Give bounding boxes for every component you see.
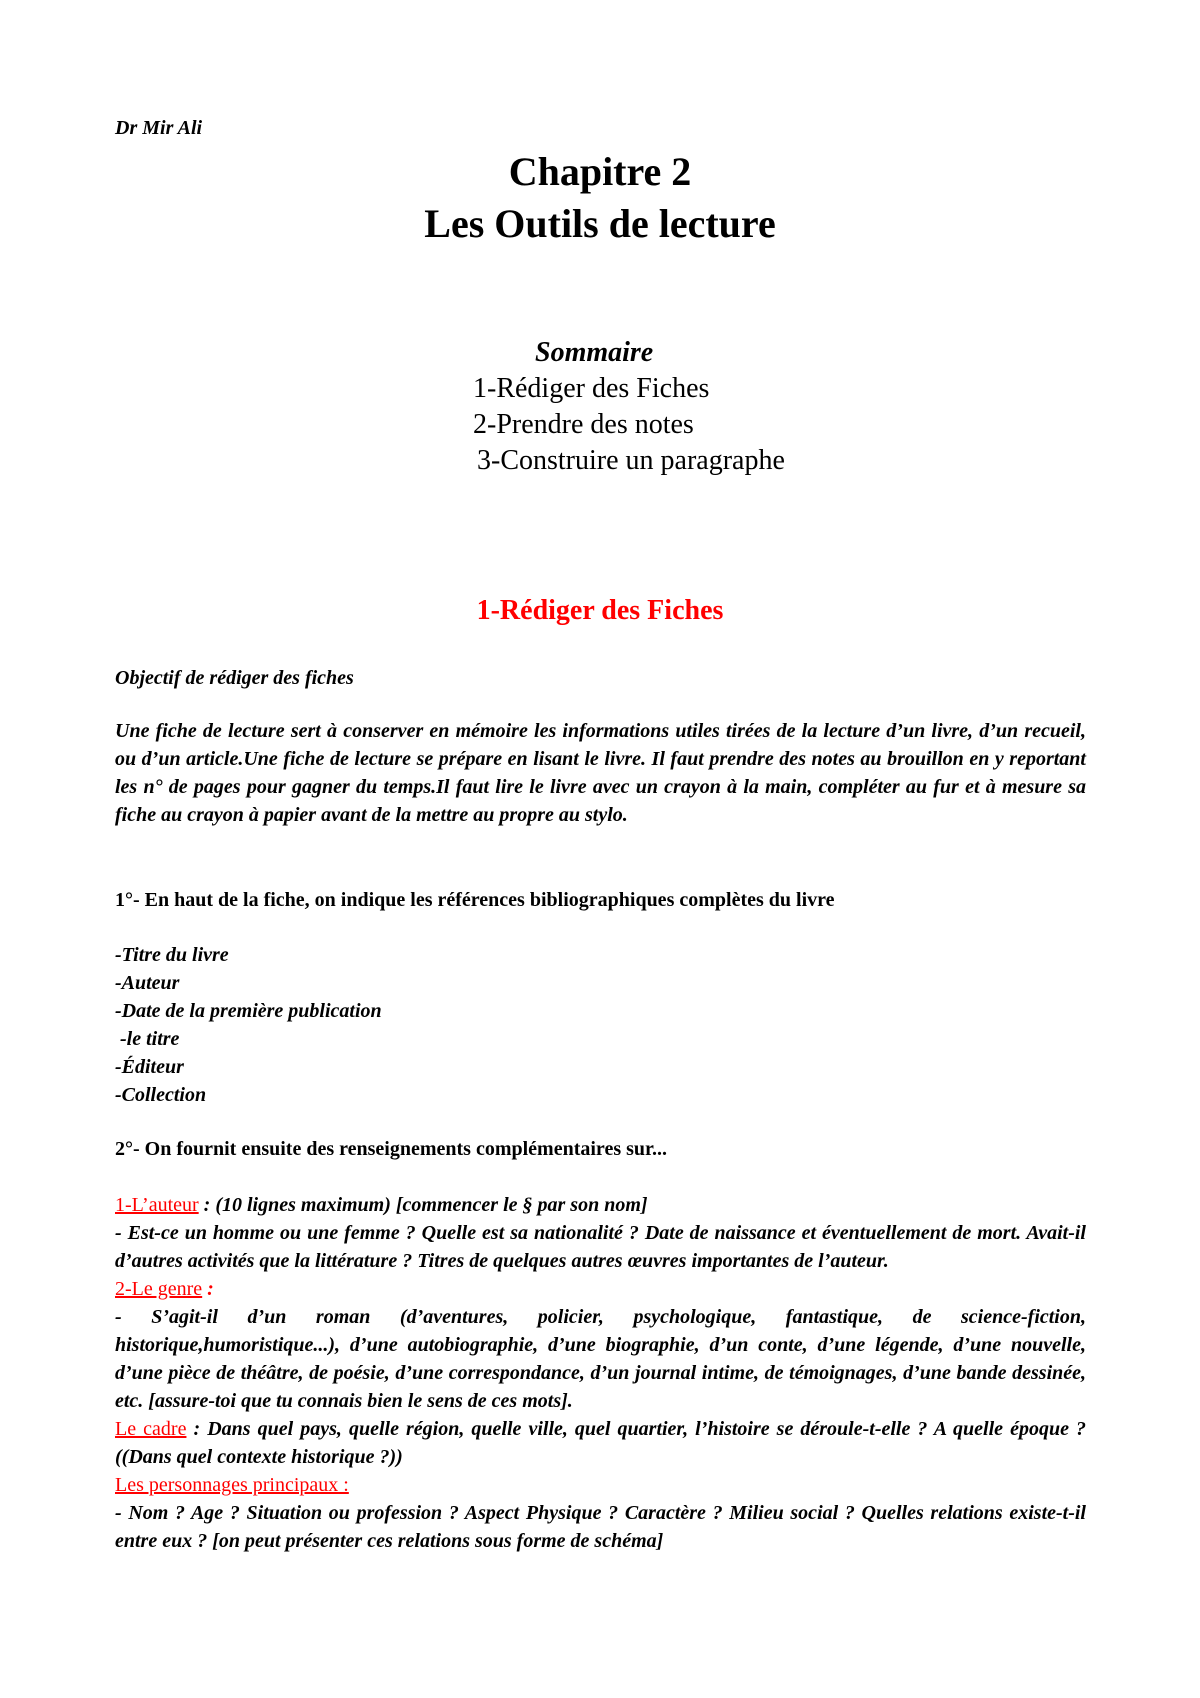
personnages-text: - Nom ? Age ? Situation ou profession ? Aspect Physique ? Caractère ? Milieu social ? Quelles relations existe-t-il entre eux ? [on peut présenter ces relations sous forme de schéma] bbox=[115, 1502, 1086, 1552]
chapter-title: Chapitre 2 bbox=[508, 149, 692, 194]
reference-item: -Date de la première publication bbox=[115, 1000, 382, 1022]
cadre-label: Le cadre bbox=[115, 1418, 187, 1440]
personnages-label: Les personnages principaux : bbox=[115, 1474, 349, 1496]
author-name: Dr Mir Ali bbox=[115, 117, 203, 139]
intro-paragraph: Une fiche de lecture sert à conserver en mémoire les informations utiles tirées de la lecture d’un livre, d’un recueil, ou d’un article.Une fiche de lecture se prépare en lisant le livre. Il faut prendre des notes au brouillon en y reportant les n° de pages pour gagner du temps.Il faut lire le livre avec un crayon à la main, compléter au fur et à mesure sa fiche au crayon à papier avant de la mettre au propre au stylo. bbox=[115, 720, 1086, 826]
point-1: 1°- En haut de la fiche, on indique les références bibliographiques complètes du livre bbox=[115, 889, 835, 911]
reference-item: -Éditeur bbox=[115, 1056, 184, 1078]
auteur-text: - Est-ce un homme ou une femme ? Quelle est sa nationalité ? Date de naissance et éventuellement de mort. Avait-il d’autres activités que la littérature ? Titres de quelques autres œuvres importantes de l’auteur. bbox=[115, 1222, 1086, 1272]
cadre-text: : Dans quel pays, quelle région, quelle ville, quel quartier, l’histoire se déroule-t-elle ? A quelle époque ? ((Dans quel contexte historique ?)) bbox=[115, 1418, 1086, 1468]
auteur-label: 1-L’auteur bbox=[115, 1194, 199, 1216]
objective-title: Objectif de rédiger des fiches bbox=[115, 667, 354, 689]
reference-item: -Collection bbox=[115, 1084, 207, 1106]
summary-item: 2-Prendre des notes bbox=[473, 409, 694, 440]
genre-heading-line bbox=[115, 1275, 1086, 1303]
section-heading: 1-Rédiger des Fiches bbox=[476, 595, 724, 626]
genre-text: - S’agit-il d’un roman (d’aventures, policier, psychologique, fantastique, de science-fiction, historique,humoristique...), d’une autobiographie, d’une biographie, d’un conte, d’une légende, d’une nouvelle, d’une pièce de théâtre, de poésie, d’une correspondance, d’un journal intime, de témoignages, d’une bande dessinée, etc. [assure-toi que tu connais bien le sens de ces mots]. bbox=[115, 1306, 1086, 1412]
document-title: Les Outils de lecture bbox=[424, 201, 776, 246]
auteur-suffix: : (10 lignes maximum) [commencer le § par son nom] bbox=[198, 1194, 648, 1216]
title-block bbox=[0, 146, 1200, 250]
personnages-heading-line bbox=[115, 1471, 1086, 1499]
summary bbox=[473, 335, 785, 479]
genre-suffix: : bbox=[202, 1278, 214, 1300]
details-block bbox=[115, 1191, 1086, 1555]
genre-label: 2-Le genre bbox=[115, 1278, 203, 1300]
cadre-line bbox=[115, 1415, 1086, 1471]
point-2: 2°- On fournit ensuite des renseignements complémentaires sur... bbox=[115, 1138, 668, 1160]
summary-item: 3-Construire un paragraphe bbox=[477, 445, 785, 476]
reference-item: -Titre du livre bbox=[115, 944, 229, 966]
reference-item: -Auteur bbox=[115, 972, 180, 994]
reference-item: -le titre bbox=[115, 1028, 180, 1050]
references-list bbox=[115, 941, 1086, 1109]
summary-heading: Sommaire bbox=[535, 337, 654, 368]
summary-item: 1-Rédiger des Fiches bbox=[473, 373, 710, 404]
auteur-heading-line bbox=[115, 1191, 1086, 1219]
